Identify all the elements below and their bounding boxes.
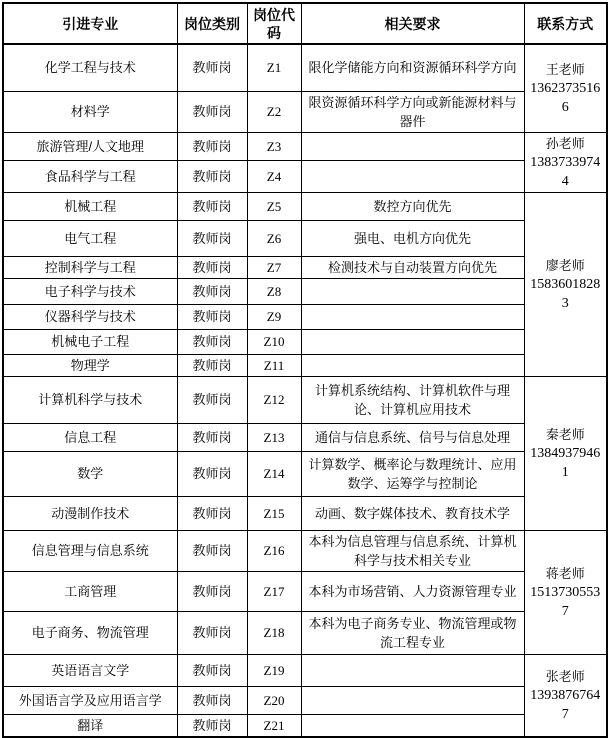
code-cell: Z4 — [247, 161, 301, 192]
major-cell: 控制科学与工程 — [3, 256, 177, 278]
category-cell: 教师岗 — [177, 714, 247, 737]
requirement-cell — [301, 354, 524, 376]
major-cell: 计算机科学与技术 — [3, 376, 177, 423]
requirement-cell: 计算数学、概率论与数理统计、应用数学、运筹学与控制论 — [301, 451, 524, 496]
code-cell: Z18 — [247, 611, 301, 654]
contact-phone: 13837339744 — [530, 154, 601, 189]
table-row — [3, 496, 607, 530]
major-cell: 仪器科学与技术 — [3, 304, 177, 329]
major-cell: 英语语言文学 — [3, 654, 177, 686]
requirement-cell: 数控方向优先 — [301, 192, 524, 220]
category-cell: 教师岗 — [177, 256, 247, 278]
major-cell: 机械电子工程 — [3, 329, 177, 354]
category-cell: 教师岗 — [177, 496, 247, 530]
code-cell: Z7 — [247, 256, 301, 278]
table-row — [3, 451, 607, 496]
major-cell: 机械工程 — [3, 192, 177, 220]
major-cell: 工商管理 — [3, 571, 177, 611]
requirement-cell: 限化学储能方向和资源循环科学方向 — [301, 44, 524, 91]
contact-cell — [524, 530, 607, 654]
col-header-code: 岗位代码 — [247, 3, 301, 44]
code-cell: Z1 — [247, 44, 301, 91]
major-cell: 电气工程 — [3, 220, 177, 256]
major-cell: 信息工程 — [3, 423, 177, 451]
category-cell: 教师岗 — [177, 376, 247, 423]
code-cell: Z12 — [247, 376, 301, 423]
major-cell: 电子科学与技术 — [3, 278, 177, 304]
requirement-cell: 计算机系统结构、计算机软件与理论、计算机应用技术 — [301, 376, 524, 423]
category-cell: 教师岗 — [177, 451, 247, 496]
category-cell: 教师岗 — [177, 530, 247, 571]
table-row — [3, 354, 607, 376]
category-cell: 教师岗 — [177, 132, 247, 161]
code-cell: Z13 — [247, 423, 301, 451]
contact-name: 蒋老师 — [545, 565, 585, 581]
major-cell: 翻译 — [3, 714, 177, 737]
table-row — [3, 376, 607, 423]
major-cell: 外国语言学及应用语言学 — [3, 686, 177, 714]
major-cell: 数学 — [3, 451, 177, 496]
code-cell: Z9 — [247, 304, 301, 329]
requirement-cell: 检测技术与自动装置方向优先 — [301, 256, 524, 278]
table-row — [3, 44, 607, 91]
category-cell: 教师岗 — [177, 278, 247, 304]
major-cell: 电子商务、物流管理 — [3, 611, 177, 654]
category-cell: 教师岗 — [177, 161, 247, 192]
table-row — [3, 132, 607, 161]
category-cell: 教师岗 — [177, 686, 247, 714]
code-cell: Z20 — [247, 686, 301, 714]
requirement-cell: 强电、电机方向优先 — [301, 220, 524, 256]
table-row — [3, 423, 607, 451]
requirement-cell: 本科为电子商务专业、物流管理或物流工程专业 — [301, 611, 524, 654]
code-cell: Z11 — [247, 354, 301, 376]
table-row — [3, 714, 607, 737]
category-cell: 教师岗 — [177, 571, 247, 611]
contact-phone: 15836018283 — [530, 276, 601, 311]
code-cell: Z14 — [247, 451, 301, 496]
requirement-cell: 动画、数字媒体技术、教育技术学 — [301, 496, 524, 530]
category-cell: 教师岗 — [177, 354, 247, 376]
table-row — [3, 161, 607, 192]
code-cell: Z6 — [247, 220, 301, 256]
contact-name: 王老师 — [545, 61, 585, 77]
contact-name: 张老师 — [545, 668, 585, 684]
requirement-cell — [301, 304, 524, 329]
header-row — [3, 3, 607, 44]
requirement-cell — [301, 714, 524, 737]
code-cell: Z8 — [247, 278, 301, 304]
col-header-contact: 联系方式 — [524, 3, 607, 44]
table-row — [3, 256, 607, 278]
contact-cell — [524, 192, 607, 376]
contact-cell — [524, 376, 607, 530]
category-cell: 教师岗 — [177, 654, 247, 686]
table-row — [3, 571, 607, 611]
code-cell: Z21 — [247, 714, 301, 737]
table-row — [3, 220, 607, 256]
table-row — [3, 192, 607, 220]
category-cell: 教师岗 — [177, 220, 247, 256]
table-row — [3, 329, 607, 354]
category-cell: 教师岗 — [177, 192, 247, 220]
category-cell: 教师岗 — [177, 329, 247, 354]
contact-cell — [524, 132, 607, 192]
major-cell: 信息管理与信息系统 — [3, 530, 177, 571]
contact-name: 秦老师 — [545, 426, 585, 442]
category-cell: 教师岗 — [177, 44, 247, 91]
table-row — [3, 654, 607, 686]
contact-cell — [524, 44, 607, 132]
category-cell: 教师岗 — [177, 304, 247, 329]
category-cell: 教师岗 — [177, 91, 247, 132]
major-cell: 物理学 — [3, 354, 177, 376]
contact-phone: 13849379461 — [530, 445, 601, 480]
requirement-cell — [301, 278, 524, 304]
table-row — [3, 686, 607, 714]
requirement-cell: 通信与信息系统、信号与信息处理 — [301, 423, 524, 451]
major-cell: 旅游管理/人文地理 — [3, 132, 177, 161]
code-cell: Z16 — [247, 530, 301, 571]
requirement-cell: 限资源循环科学方向或新能源材料与器件 — [301, 91, 524, 132]
code-cell: Z15 — [247, 496, 301, 530]
table-row — [3, 530, 607, 571]
major-cell: 食品科学与工程 — [3, 161, 177, 192]
contact-phone: 15137305537 — [530, 584, 601, 619]
contact-phone: 13938767647 — [530, 687, 601, 722]
major-cell: 动漫制作技术 — [3, 496, 177, 530]
major-cell: 材料学 — [3, 91, 177, 132]
contact-name: 廖老师 — [545, 257, 585, 273]
col-header-requirement: 相关要求 — [301, 3, 524, 44]
requirement-cell — [301, 654, 524, 686]
requirement-cell — [301, 161, 524, 192]
recruitment-table — [2, 2, 608, 738]
category-cell: 教师岗 — [177, 423, 247, 451]
contact-cell — [524, 654, 607, 737]
code-cell: Z3 — [247, 132, 301, 161]
requirement-cell: 本科为信息管理与信息系统、计算机科学与技术相关专业 — [301, 530, 524, 571]
category-cell: 教师岗 — [177, 611, 247, 654]
table-row — [3, 611, 607, 654]
code-cell: Z19 — [247, 654, 301, 686]
table-row — [3, 304, 607, 329]
requirement-cell — [301, 329, 524, 354]
code-cell: Z5 — [247, 192, 301, 220]
code-cell: Z17 — [247, 571, 301, 611]
contact-name: 孙老师 — [545, 135, 585, 151]
requirement-cell — [301, 686, 524, 714]
col-header-major: 引进专业 — [3, 3, 177, 44]
code-cell: Z2 — [247, 91, 301, 132]
requirement-cell: 本科为市场营销、人力资源管理专业 — [301, 571, 524, 611]
table-row — [3, 278, 607, 304]
contact-phone: 13623735166 — [530, 80, 601, 115]
requirement-cell — [301, 132, 524, 161]
code-cell: Z10 — [247, 329, 301, 354]
table-row — [3, 91, 607, 132]
col-header-category: 岗位类别 — [177, 3, 247, 44]
major-cell: 化学工程与技术 — [3, 44, 177, 91]
